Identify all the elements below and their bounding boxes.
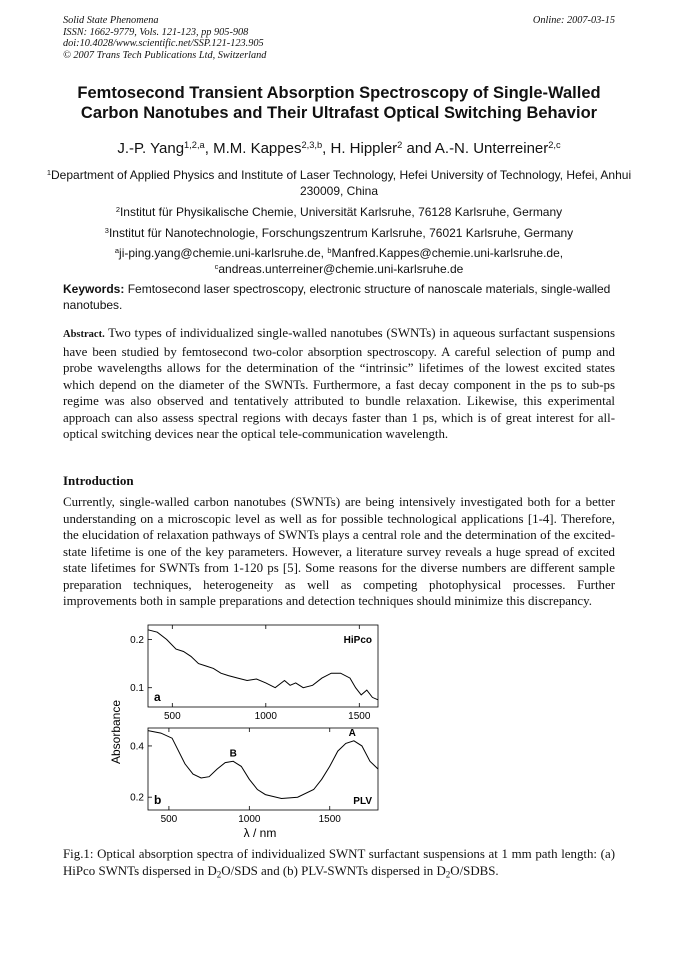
title-line-2: Carbon Nanotubes and Their Ultrafast Optical Switching Behavior xyxy=(80,104,598,122)
author-affil-mark: 2,3,b xyxy=(301,139,323,150)
x-tick-label: 1500 xyxy=(318,814,341,825)
plot-frame xyxy=(148,728,378,810)
figure-1 xyxy=(100,620,400,842)
author-separator: and xyxy=(402,140,435,157)
x-tick-label: 1500 xyxy=(348,711,371,722)
peak-label-a: A xyxy=(348,727,356,739)
affiliation-2 xyxy=(40,204,638,220)
author-affil-mark: 2,c xyxy=(548,139,561,150)
y-tick-label: 0.4 xyxy=(130,741,144,753)
spectrum-line xyxy=(148,731,378,799)
author-affil-mark: 1,2,a xyxy=(184,139,205,150)
y-tick-label: 0.1 xyxy=(130,683,144,695)
caption-subscript: 2 xyxy=(445,868,451,879)
sample-label: PLV xyxy=(353,796,372,807)
x-tick-label: 1000 xyxy=(254,711,277,722)
title-line-1: Femtosecond Transient Absorption Spectroscopy of Single-Walled xyxy=(77,84,601,102)
author-name: J.-P. Yang xyxy=(117,140,185,157)
affiliation-text: Institut für Physikalische Chemie, Universität Karlsruhe, 76128 Karlsruhe, Germany xyxy=(119,205,563,219)
abstract-text: Two types of individualized single-walled nanotubes (SWNTs) in aqueous surfactant suspensions have been studied by femtosecond two-color absorption spectroscopy. A careful selection of pump and probe wavelengths allows for the determination of the “intrinsic” lifetimes of the lowest excited states which depend on the diameter of the SWNTs. Furthermore, a fast decay component in the ps to sub-ps regime was also observed and tentatively attributed to bundle relaxation. Likewise, this experimental approach can also assess spectral regions with decays faster than 1 ps, which is of great interest for all-optical switching devices near the optical tele-communication wavelength. xyxy=(63,326,615,441)
paper-title xyxy=(40,83,638,123)
author-list xyxy=(30,140,648,157)
panel-letter: a xyxy=(154,690,161,704)
y-axis-label: Absorbance xyxy=(109,699,123,765)
caption-subscript: 2 xyxy=(216,868,222,879)
author-name: H. Hippler xyxy=(330,140,398,157)
email-block xyxy=(40,245,638,277)
abstract-label: Abstract. xyxy=(63,329,105,340)
y-tick-label: 0.2 xyxy=(130,792,144,804)
y-tick-label: 0.2 xyxy=(130,634,144,646)
author-name: M.M. Kappes xyxy=(213,140,302,157)
email-mark: a xyxy=(114,245,120,255)
affiliation-3 xyxy=(40,225,638,241)
online-date: Online: 2007-03-15 xyxy=(532,15,615,26)
x-tick-label: 500 xyxy=(163,711,181,722)
author-separator: , xyxy=(204,140,214,157)
author-affil-mark: 2 xyxy=(397,139,403,150)
figure-caption xyxy=(63,846,615,879)
affiliation-text: Department of Applied Physics and Institute of Laser Technology, Hefei University of Technology, Hefei, Anhui 230009, China xyxy=(51,168,632,198)
section-heading-introduction: Introduction xyxy=(63,473,134,488)
affiliation-1 xyxy=(40,167,638,199)
copyright-line: © 2007 Trans Tech Publications Ltd, Switzerland xyxy=(63,49,267,61)
x-axis-label: λ / nm xyxy=(243,826,277,840)
x-tick-label: 500 xyxy=(160,814,178,825)
abstract xyxy=(63,325,615,443)
panel-b xyxy=(130,728,378,825)
absorption-spectra-figure xyxy=(100,620,400,842)
page-header xyxy=(63,15,615,61)
panel-letter: b xyxy=(154,793,162,807)
panel-a xyxy=(130,625,378,722)
email-c[interactable]: andreas.unterreiner@chemie.uni-karlsruhe.de xyxy=(218,262,464,276)
sample-label: HiPco xyxy=(343,635,372,646)
affil-mark: 3 xyxy=(104,225,109,235)
email-mark: c xyxy=(214,261,219,271)
issn-line: ISSN: 1662-9779, Vols. 121-123, pp 905-908 xyxy=(63,26,249,38)
peak-label-b: B xyxy=(229,748,237,760)
caption-text: O/SDS and (b) PLV-SWNTs dispersed in D xyxy=(221,863,446,878)
author-separator: , xyxy=(322,140,331,157)
email-mark: b xyxy=(327,245,332,255)
author-name: A.-N. Unterreiner xyxy=(434,140,549,157)
x-tick-label: 1000 xyxy=(238,814,261,825)
affil-mark: 1 xyxy=(46,167,52,177)
doi-line: doi:10.4028/www.scientific.net/SSP.121-123.905 xyxy=(63,38,264,49)
introduction-paragraph: Currently, single-walled carbon nanotubes (SWNTs) are being intensively investigated both for a better understanding on a microscopic level as well as for possible technological applications [1-4]. Therefore, the elucidation of relaxation pathways of SWNTs plays a central role and the determination of the excited-state lifetime is one of the key parameters. However, a literature survey reveals a huge spread of excited state lifetimes for SWNTs from 1-120 ps [5]. Some reasons for the diverse numbers are different sample preparation techniques, heterogeneity as well as competing photophysical processes. Further improvements both in sample preparations and detection techniques should minimize this discrepancy. xyxy=(63,495,615,608)
keywords-text: Femtosecond laser spectroscopy, electronic structure of nanoscale materials, single-walled nanotubes. xyxy=(63,282,611,312)
caption-text: O/SDBS. xyxy=(450,863,499,878)
keywords-label: Keywords: xyxy=(63,282,125,296)
affil-mark: 2 xyxy=(115,204,120,214)
affiliation-text: Institut für Nanotechnologie, Forschungszentrum Karlsruhe, 76021 Karlsruhe, Germany xyxy=(108,226,574,240)
keywords xyxy=(63,281,615,313)
email-b[interactable]: Manfred.Kappes@chemie.uni-karlsruhe.de, xyxy=(331,246,564,260)
journal-name: Solid State Phenomena xyxy=(63,15,159,26)
caption-text: Fig.1: Optical absorption spectra of individualized SWNT surfactant suspensions at 1 mm path length: (a) HiPco SWNTs dispersed in D xyxy=(63,847,615,878)
email-a[interactable]: ji-ping.yang@chemie.uni-karlsruhe.de, xyxy=(119,246,328,260)
